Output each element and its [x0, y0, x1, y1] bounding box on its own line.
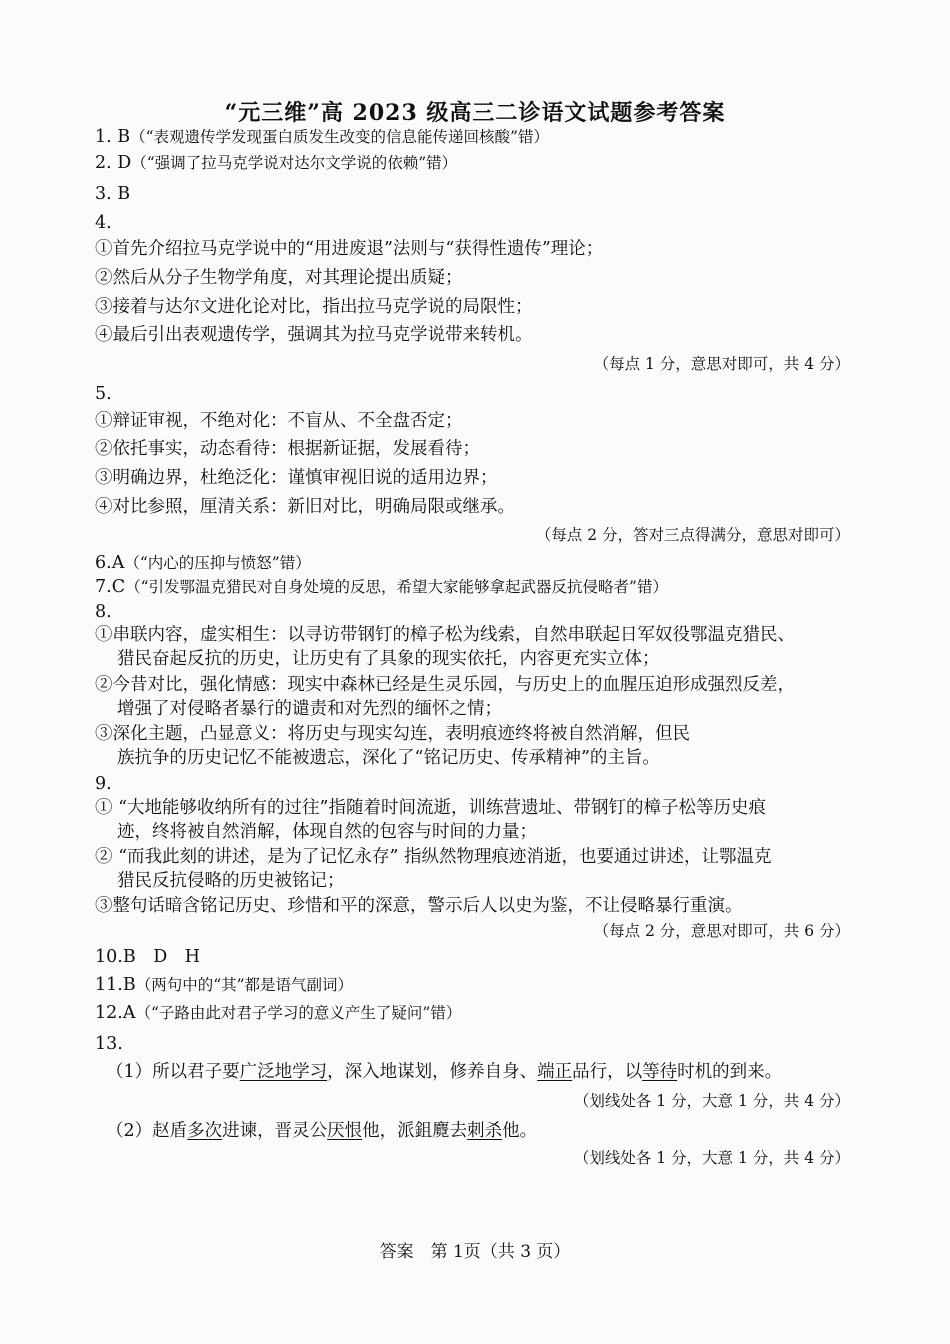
q13-s2-text-d: 他。: [502, 1121, 538, 1141]
q11-number: 11.B: [95, 975, 136, 995]
q4-point-2: ②然后从分子生物学角度，对其理论提出质疑；: [95, 268, 463, 288]
q5-point-2: ②依托事实，动态看待：根据新证据，发展看待；: [95, 439, 480, 459]
q13-s2-underline-2: 厌恨: [327, 1121, 363, 1141]
q4-scoring: （每点 1 分，意思对即可，共 4 分）: [593, 355, 850, 373]
answer-q2: [95, 152, 457, 174]
q13-s1-text-b: ，深入地谋划，修养自身、: [327, 1062, 538, 1082]
answer-q6: [95, 552, 311, 574]
q4-point-3: ③接着与达尔文进化论对比，指出拉马克学说的局限性；: [95, 297, 533, 317]
q5-point-4: ④对比参照，厘清关系：新旧对比，明确局限或继承。: [95, 497, 515, 517]
q8-point-2-line-2: 增强了对侵略者暴行的谴责和对先烈的缅怀之情；: [117, 699, 502, 719]
q8-point-1-line-2: 猎民奋起反抗的历史，让历史有了具象的现实依托，内容更充实立体；: [117, 649, 660, 669]
q13-s2-text-c: 他，派鉏麑去: [362, 1121, 468, 1141]
q13-s1-underline-2: 端正: [537, 1062, 573, 1082]
q13-s2-text-a: （2）赵盾: [106, 1121, 188, 1141]
q11-note: （两句中的“其”都是语气副词）: [135, 976, 354, 994]
q7-number: 7.C: [95, 577, 126, 597]
q2-note: （“强调了拉马克学说对达尔文学说的依赖”错）: [131, 154, 458, 172]
q13-s1-text-d: 时机的到来。: [677, 1062, 783, 1082]
q5-point-3: ③明确边界，杜绝泛化：谨慎审视旧说的适用边界；: [95, 468, 498, 488]
q13-sentence-2: [106, 1120, 537, 1142]
answer-q4-number: 4.: [95, 213, 112, 233]
q8-point-3-line-1: ③深化主题，凸显意义：将历史与现实勾连，表明痕迹终将被自然消解，但民: [95, 724, 690, 744]
q13-s2-underline-3: 刺杀: [467, 1121, 503, 1141]
q1-note: （“表观遗传学发现蛋白质发生改变的信息能传递回核酸”错）: [130, 128, 549, 146]
q9-point-2-line-1: ② “而我此刻的讲述，是为了记忆永存” 指纵然物理痕迹消逝，也要通过讲述，让鄂温克: [95, 847, 772, 867]
answer-q3: 3. B: [95, 184, 131, 204]
answer-q7: [95, 576, 668, 598]
q13-s1-text-c: 品行，以: [572, 1062, 643, 1082]
answer-q12: [95, 1002, 461, 1024]
q13-s1-underline-1: 广泛地学习: [239, 1062, 328, 1082]
answer-q10: 10.B D H: [95, 947, 200, 967]
q1-number: 1. B: [95, 127, 131, 147]
q13-s2-scoring: （划线处各 1 分，大意 1 分，共 4 分）: [573, 1149, 850, 1167]
q13-s1-text-a: （1）所以君子要: [106, 1062, 240, 1082]
q6-note: （“内心的压抑与愤怒”错）: [124, 554, 311, 572]
q7-note: （“引发鄂温克猎民对自身处境的反思，希望大家能够拿起武器反抗侵略者”错）: [125, 578, 668, 596]
q6-number: 6.A: [95, 553, 125, 573]
page-title: “元三维”高 2023 级高三二诊语文试题参考答案: [224, 100, 726, 126]
answer-q8-number: 8.: [95, 602, 112, 622]
q13-sentence-1: [106, 1061, 782, 1083]
q13-s1-underline-3: 等待: [642, 1062, 678, 1082]
q8-point-3-line-2: 族抗争的历史记忆不能被遗忘，深化了“铭记历史、传承精神”的主旨。: [117, 748, 660, 768]
answer-q1: [95, 126, 549, 148]
q9-point-3: ③整句话暗含铭记历史、珍惜和平的深意，警示后人以史为鉴，不让侵略暴行重演。: [95, 896, 743, 916]
q8-point-1-line-1: ①串联内容，虚实相生：以寻访带钢钉的樟子松为线索，自然串联起日军奴役鄂温克猎民、: [95, 625, 795, 645]
q5-point-1: ①辩证审视，不绝对化：不盲从、不全盘否定；: [95, 411, 463, 431]
q13-s2-text-b: 进谏，晋灵公: [222, 1121, 328, 1141]
page-footer: 答案 第 1页（共 3 页）: [379, 1242, 571, 1262]
answer-q5-number: 5.: [95, 384, 112, 404]
answer-q13-number: 13.: [95, 1034, 123, 1054]
q2-number: 2. D: [95, 153, 132, 173]
q9-point-1-line-2: 迹，终将被自然消解，体现自然的包容与时间的力量；: [117, 822, 537, 842]
q12-note: （“子路由此对君子学习的意义产生了疑问”错）: [135, 1004, 462, 1022]
answer-q11: [95, 974, 353, 996]
q13-s1-scoring: （划线处各 1 分，大意 1 分，共 4 分）: [573, 1092, 850, 1110]
q8-point-2-line-1: ②今昔对比，强化情感：现实中森林已经是生灵乐园，与历史上的血腥压迫形成强烈反差，: [95, 675, 795, 695]
q13-s2-underline-1: 多次: [187, 1121, 223, 1141]
q9-point-2-line-2: 猎民反抗侵略的历史被铭记；: [117, 871, 345, 891]
q5-scoring: （每点 2 分，答对三点得满分，意思对即可）: [535, 526, 850, 544]
q9-point-1-line-1: ① “大地能够收纳所有的过往”指随着时间流逝，训练营遗址、带钢钉的樟子松等历史痕: [95, 798, 766, 818]
q4-point-4: ④最后引出表观遗传学，强调其为拉马克学说带来转机。: [95, 325, 533, 345]
q9-scoring: （每点 2 分，意思对即可，共 6 分）: [593, 922, 850, 940]
q4-point-1: ①首先介绍拉马克学说中的“用进废退”法则与“获得性遗传”理论；: [95, 239, 604, 259]
q12-number: 12.A: [95, 1003, 136, 1023]
answer-q9-number: 9.: [95, 774, 112, 794]
